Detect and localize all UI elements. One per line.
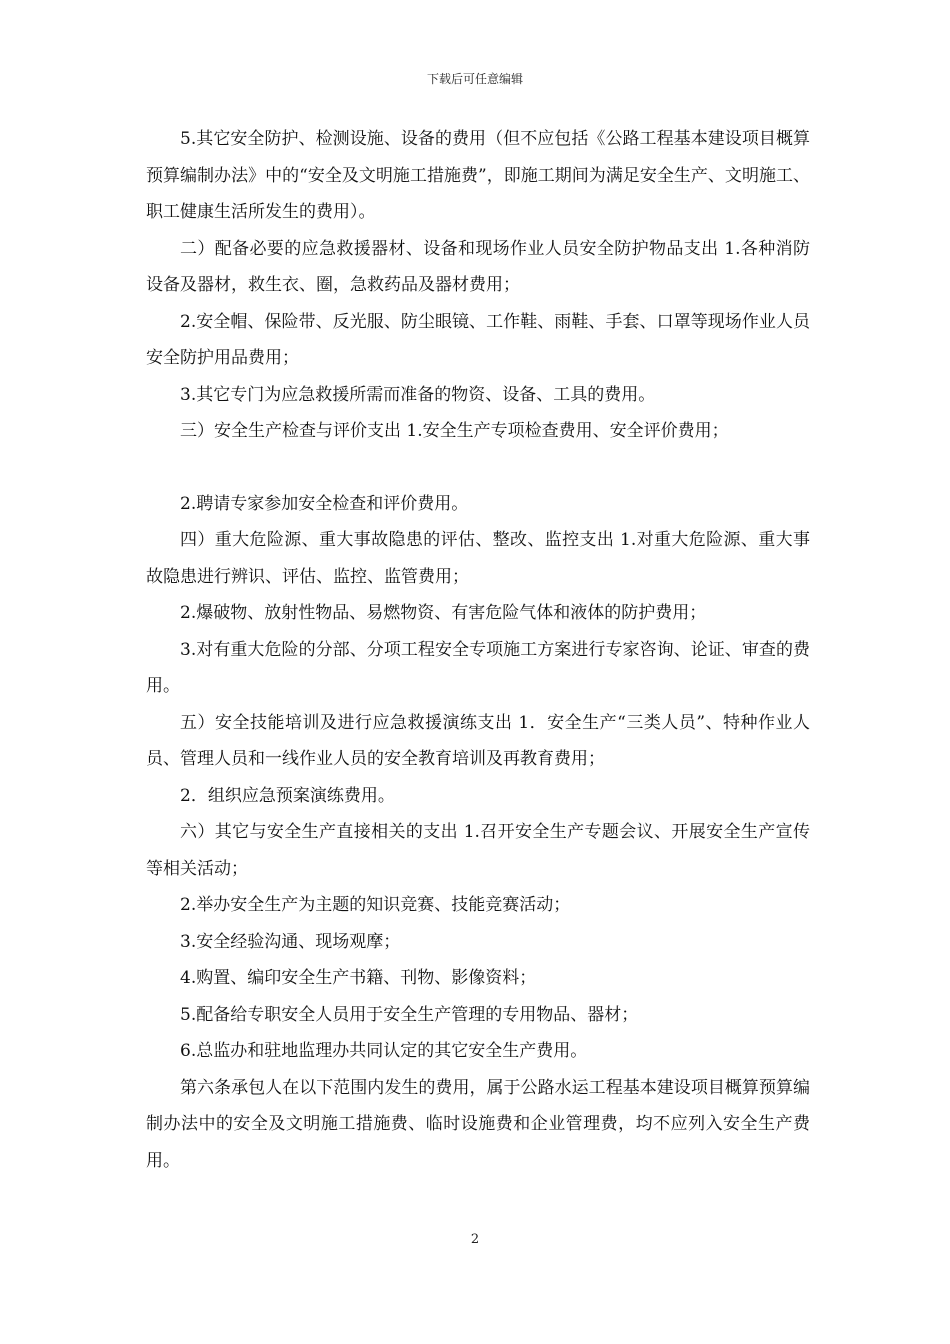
paragraph: 3.安全经验沟通、现场观摩； [180,931,401,952]
paragraph: 六）其它与安全生产直接相关的支出 1.召开安全生产专题会议、开展安全生产宣传等相关活动； [146,822,810,879]
paragraph: 4.购置、编印安全生产书籍、刊物、影像资料； [180,968,537,988]
paragraph: 5.其它安全防护、检测设施、设备的费用（但不应包括《公路工程基本建设项目概算预算编制办法》中的“安全及文明施工措施费”，即施工期间为满足安全生产、文明施工、职工健康生活所发生的费用）。 [146,129,810,222]
paragraph: 四）重大危险源、重大事故隐患的评估、整改、监控支出 1.对重大危险源、重大事故隐患进行辨识、评估、监控、监管费用； [146,530,810,587]
paragraph: 五）安全技能培训及进行应急救援演练支出 1．安全生产“三类人员”、特种作业人员、管理人员和一线作业人员的安全教育培训及再教育费用； [146,712,810,769]
paragraph: 5.配备给专职安全人员用于安全生产管理的专用物品、器材； [180,1004,639,1025]
page-number: 2 [470,1232,480,1247]
paragraph: 2．组织应急预案演练费用。 [180,785,395,806]
paragraph: 2.举办安全生产为主题的知识竞赛、技能竞赛活动； [180,895,571,915]
paragraph: 2.安全帽、保险带、反光服、防尘眼镜、工作鞋、雨鞋、手套、口罩等现场作业人员安全防护用品费用； [146,311,810,368]
paragraph: 3.对有重大危险的分部、分项工程安全专项施工方案进行专家咨询、论证、审查的费用。 [146,639,810,696]
paragraph: 二）配备必要的应急救援器材、设备和现场作业人员安全防护物品支出 1.各种消防设备及器材，救生衣、圈，急救药品及器材费用； [146,238,810,295]
paragraph: 第六条承包人在以下范围内发生的费用，属于公路水运工程基本建设项目概算预算编制办法中的安全及文明施工措施费、临时设施费和企业管理费，均不应列入安全生产费用。 [146,1077,810,1171]
paragraph: 6.总监办和驻地监理办共同认定的其它安全生产费用。 [180,1041,588,1061]
page-header: 下载后可任意编辑 [426,72,523,86]
paragraph: 2.爆破物、放射性物品、易燃物资、有害危险气体和液体的防护费用； [180,603,707,623]
paragraph: 2.聘请专家参加安全检查和评价费用。 [180,493,469,514]
document-body [146,121,810,1179]
paragraph: 三）安全生产检查与评价支出 1.安全生产专项检查费用、安全评价费用； [180,421,729,441]
paragraph: 3.其它专门为应急救援所需而准备的物资、设备、工具的费用。 [180,384,656,405]
